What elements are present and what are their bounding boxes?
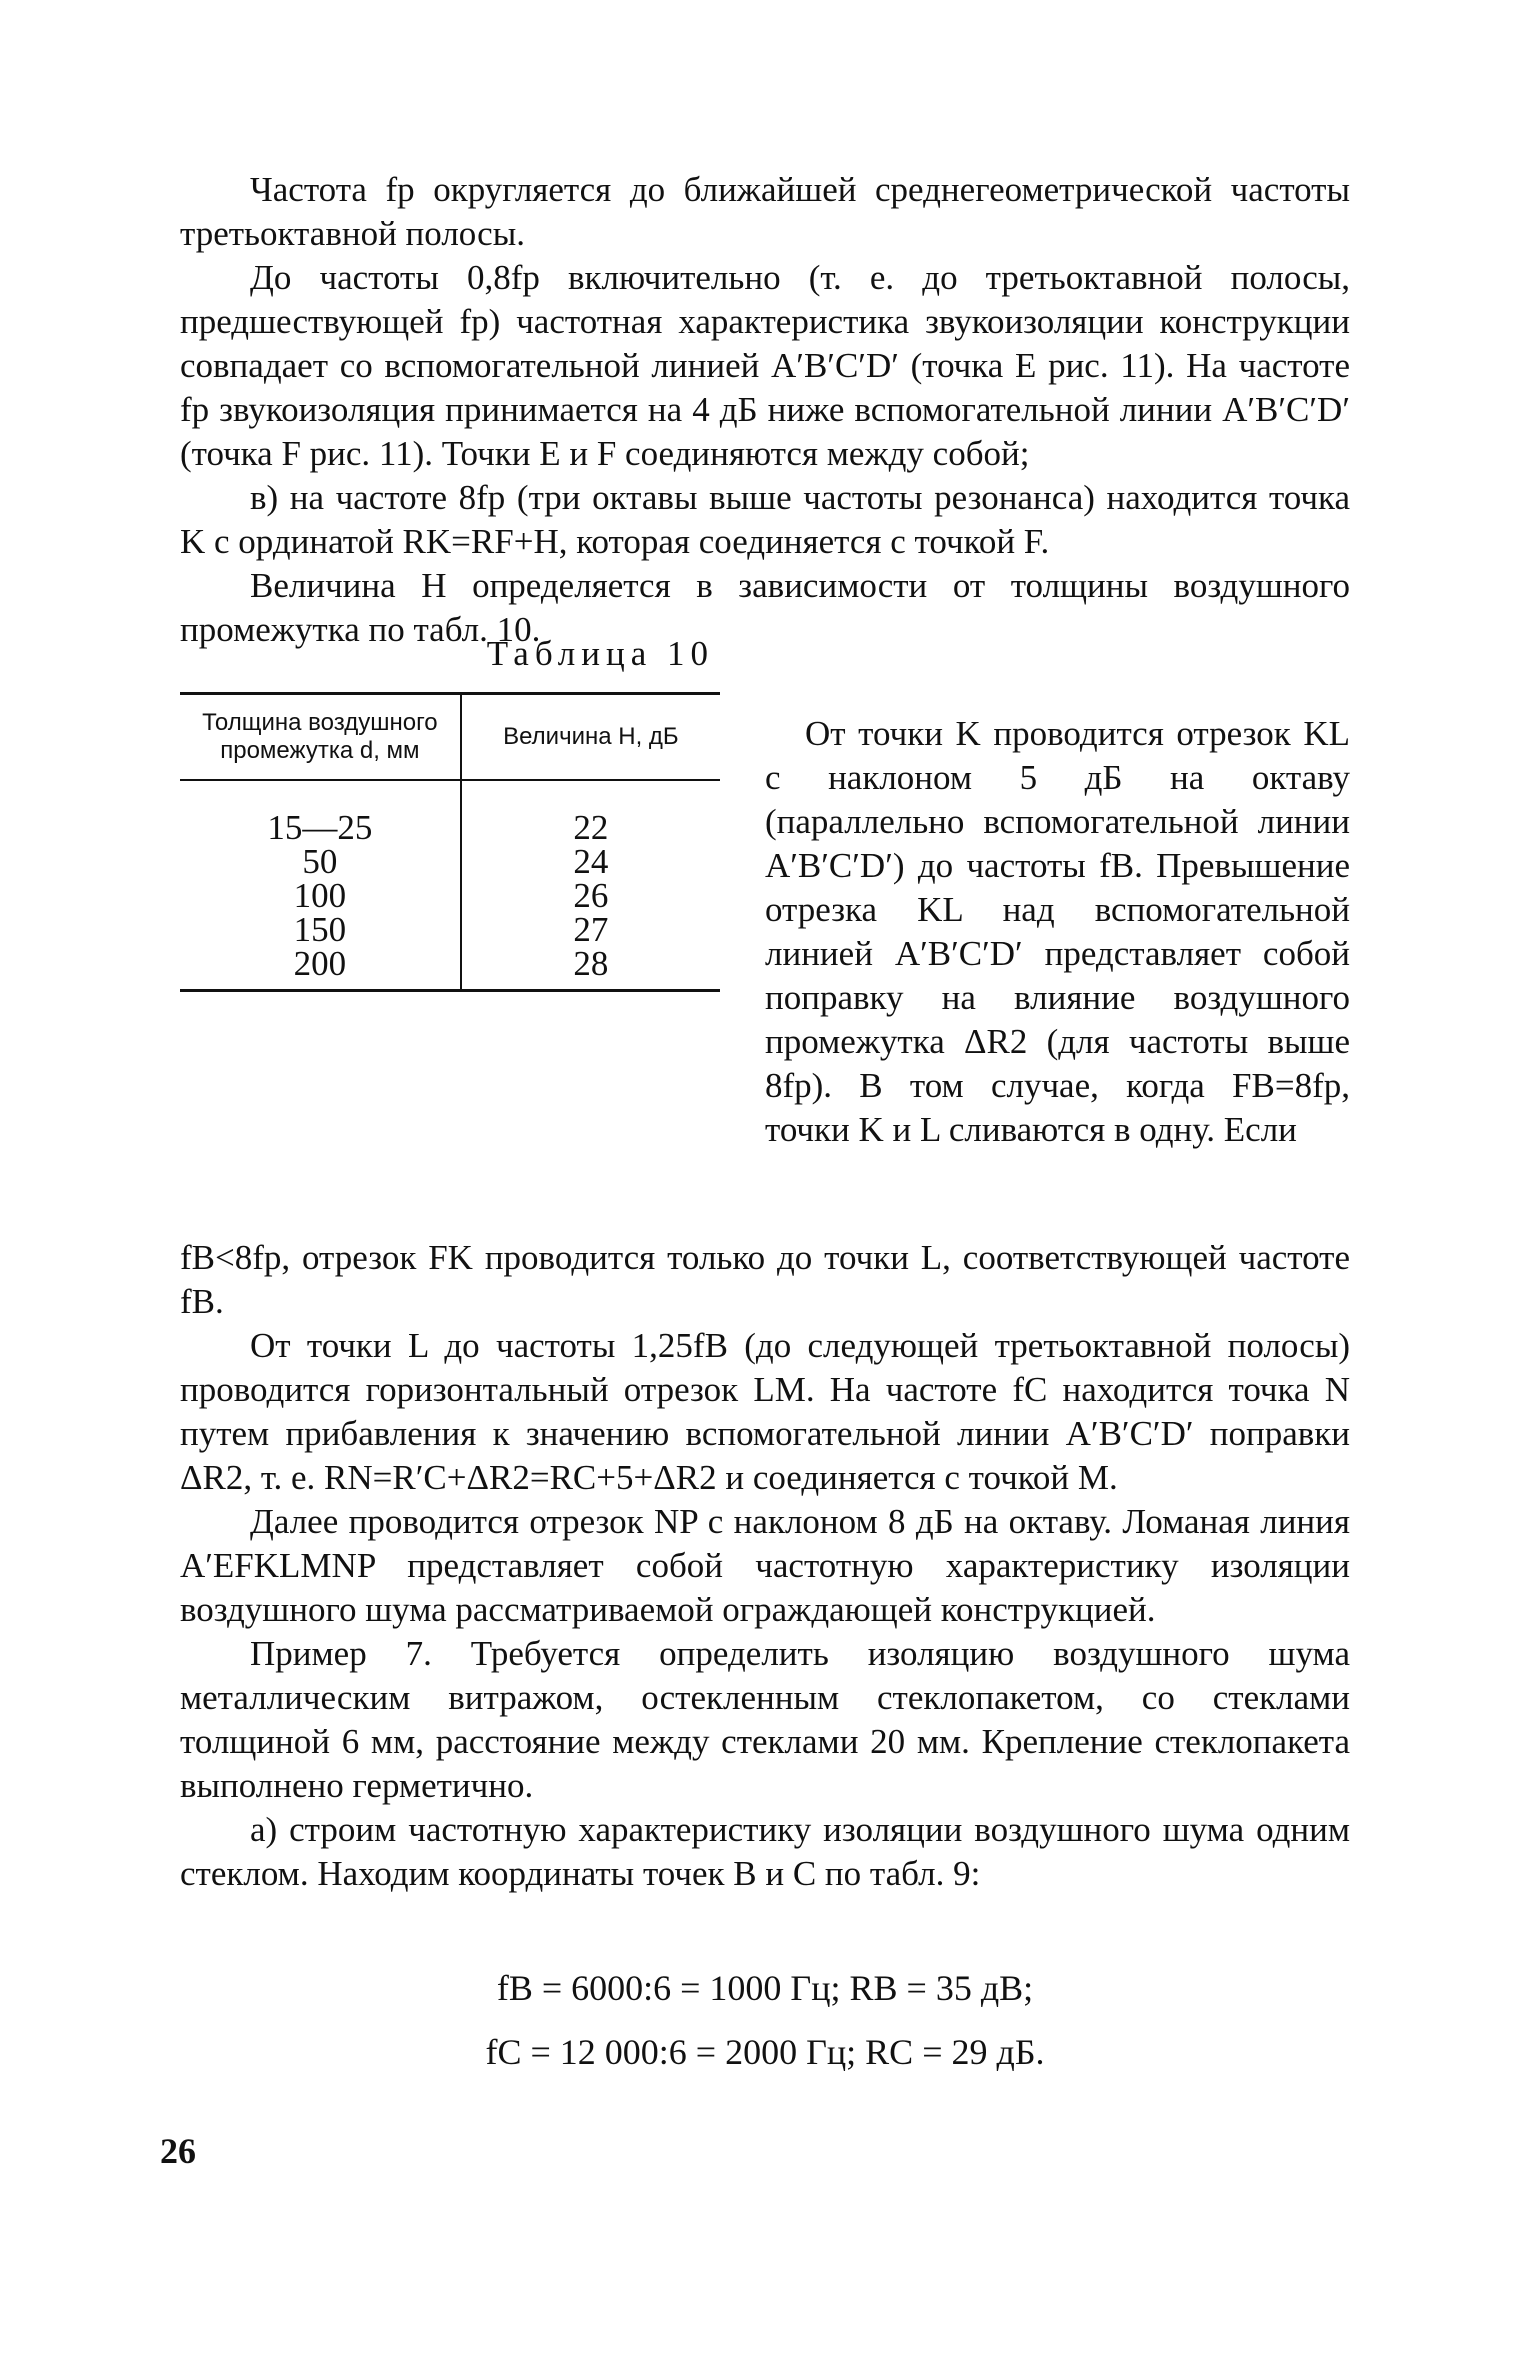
table-cell: 100	[180, 879, 461, 913]
table-header-value: Величина H, дБ	[461, 694, 720, 781]
paragraph: fB<8fр, отрезок FK проводится только до точки L, соответствующей частоте fB.	[180, 1238, 1350, 1321]
table-cell: 50	[180, 845, 461, 879]
wrapped-text-column	[765, 712, 1350, 1152]
formula-b: fB = 6000:6 = 1000 Гц; RB = 35 дВ;	[496, 1968, 1034, 2008]
table-row	[180, 913, 720, 947]
paragraph: От точки K проводится отрезок KL с наклоном 5 дБ на октаву (параллельно вспомогательной линии A′B′C′D′) до частоты fB. Превышение отрезка KL над вспомогательной линией A′B′C′D′ представляет собой поправку на влияние воздушного промежутка ΔR2 (для частоты выше 8fр). В том случае, когда FB=8fр, точки K и L сливаются в одну. Если	[765, 714, 1350, 1149]
text-block-bottom	[180, 1236, 1350, 1896]
paragraph: Пример 7. Требуется определить изоляцию воздушного шума металлическим витражом, остекленным стеклопакетом, со стеклами толщиной 6 мм, расстояние между стеклами 20 мм. Крепление стеклопакета выполнено герметично.	[180, 1634, 1350, 1805]
table-header-thickness: Толщина воздушного промежутка d, мм	[180, 694, 461, 781]
table-caption: Таблица 10	[486, 634, 714, 673]
text-block-top	[180, 168, 1350, 652]
paragraph: Частота fр округляется до ближайшей среднегеометрической частоты третьоктавной полосы.	[180, 170, 1350, 253]
table-cell: 27	[573, 910, 609, 949]
table-10-container	[180, 632, 720, 992]
table-row	[180, 947, 720, 991]
table-cell: 22	[573, 808, 609, 847]
table-cell: 26	[573, 876, 609, 915]
page-number: 26	[160, 2131, 196, 2171]
paragraph: Величина H определяется в зависимости от толщины воздушного промежутка по табл. 10.	[180, 566, 1350, 649]
paragraph: в) на частоте 8fр (три октавы выше частоты резонанса) находится точка K с ординатой RK=RF+H, которая соединяется с точкой F.	[180, 478, 1350, 561]
paragraph: а) строим частотную характеристику изоляции воздушного шума одним стеклом. Находим координаты точек B и C по табл. 9:	[180, 1810, 1350, 1893]
paragraph: От точки L до частоты 1,25fB (до следующей третьоктавной полосы) проводится горизонтальный отрезок LM. На частоте fC находится точка N путем прибавления к значению вспомогательной линии A′B′C′D′ поправки ΔR2, т. е. RN=R′C+ΔR2=RC+5+ΔR2 и соединяется с точкой M.	[180, 1326, 1350, 1497]
table-cell: 28	[573, 944, 609, 983]
table-row	[180, 879, 720, 913]
table-row	[180, 780, 720, 845]
table-row	[180, 845, 720, 879]
table-cell: 15—25	[180, 780, 461, 845]
formula-c: fC = 12 000:6 = 2000 Гц; RC = 29 дБ.	[485, 2032, 1045, 2072]
table-cell: 150	[180, 913, 461, 947]
table-10	[180, 692, 720, 992]
table-cell: 200	[180, 947, 461, 991]
table-cell: 24	[573, 842, 609, 881]
paragraph: До частоты 0,8fр включительно (т. е. до третьоктавной полосы, предшествующей fр) частотная характеристика звукоизоляции конструкции совпадает со вспомогательной линией A′B′C′D′ (точка E рис. 11). На частоте fр звукоизоляция принимается на 4 дБ ниже вспомогательной линии A′B′C′D′ (точка F рис. 11). Точки E и F соединяются между собой;	[180, 258, 1350, 473]
paragraph: Далее проводится отрезок NP с наклоном 8 дБ на октаву. Ломаная линия A′EFKLMNP представляет собой частотную характеристику изоляции воздушного шума рассматриваемой ограждающей конструкцией.	[180, 1502, 1350, 1629]
